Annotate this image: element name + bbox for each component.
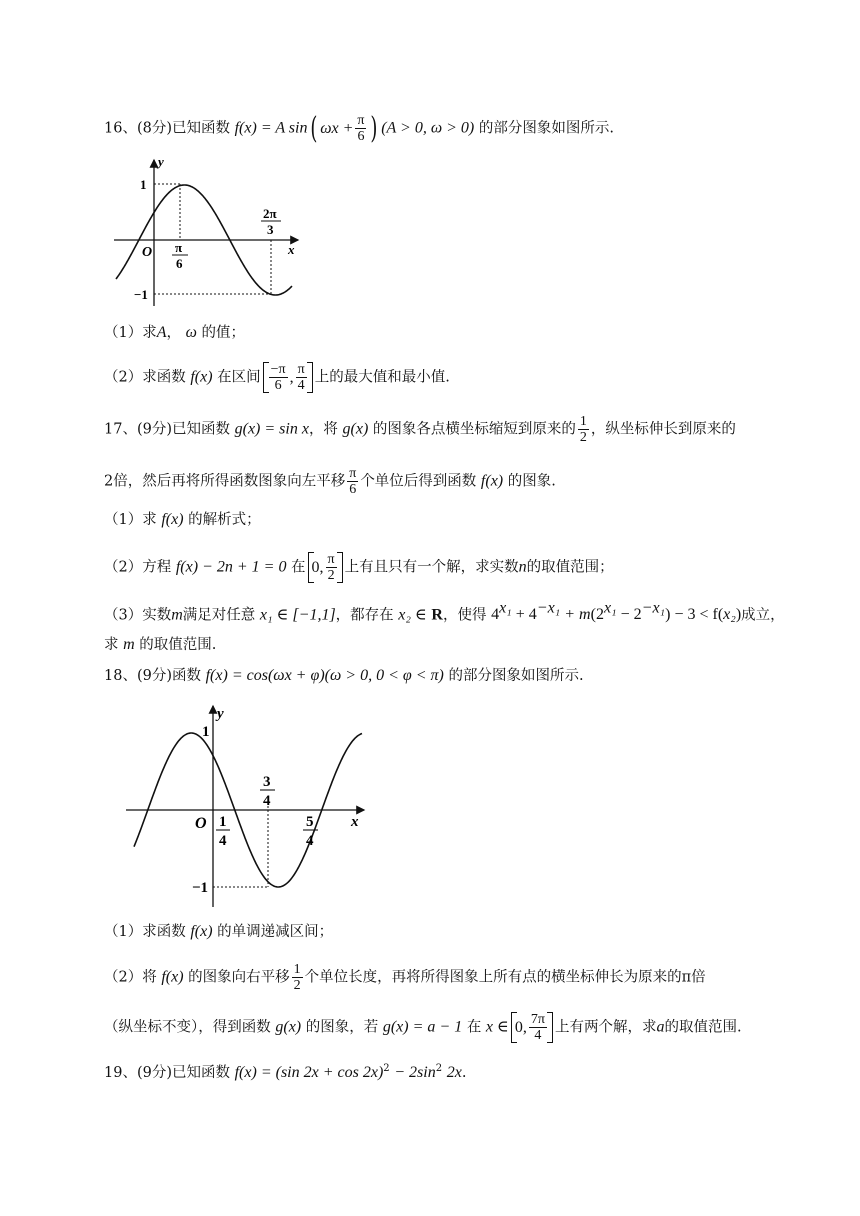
q17-inequality: $4^{x_1} + 4^{-x_1} + m(2^{x_1} - 2^{-x_1}) - 3 < f(x_2)$ (491, 600, 742, 624)
q16-label-2pi3-num: 2π (263, 206, 277, 221)
q18-y-label: y (217, 706, 224, 722)
q16-condition: (A > 0, ω > 0) (381, 119, 475, 137)
q16-label-neg-one: −1 (134, 287, 148, 302)
q16-graph (108, 154, 308, 314)
q18-interval: 0, $\frac{7\pi}{4}$ (511, 1012, 553, 1043)
q17-part3-line2: 求 m 的取值范围. (104, 636, 217, 653)
q16-pi-over-6: $\frac{\pi}{6}$ (357, 113, 365, 144)
q18-label-q1-num: 1 (219, 814, 227, 830)
q16-label-2pi3-den: 3 (267, 222, 274, 237)
q17-statement-line1: 17、(9分)已知函数 g(x) = sin x，将 g(x) 的图象各点横坐标缩短到原来的 $\frac{1}{2}$ ，纵坐标伸长到原来的 (104, 414, 736, 445)
q17-one-half: $\frac{1}{2}$ (579, 414, 587, 445)
q19-statement: 19、(9分)已知函数 f(x) = (sin $2x + \cos 2x)^2 - 2\sin^2$ 2x. (104, 1063, 467, 1081)
q17-part3: （3）实数m满足对任意 x₁ ∈ [−1,1]，都存在 x₂ ∈ R，使得 $4^{x_1} + 4^{-x_1} + m(2^{x_1} - 2^{-x_1}) - 3 < f(x_2)$成立， (104, 600, 785, 624)
q18-part2: （2）将 f(x) 的图象向右平移 $\frac{1}{2}$ 个单位长度，再将所得图象上所有点的横坐标伸长为原来的π倍 (104, 962, 706, 993)
q17-pi-over-6: $\frac{\pi}{6}$ (349, 466, 357, 497)
q16-label-pi6-den: 6 (176, 256, 183, 271)
q16-interval: $\frac{-\pi}{6}$ , $\frac{\pi}{4}$ (263, 362, 313, 393)
q16-statement: 16、(8分)已知函数 f(x) = A sin ( ωx + $\frac{\pi}{6}$ ) (A > 0, ω > 0) 的部分图象如图所示. (104, 110, 614, 146)
q16-x-label: x (288, 242, 295, 257)
q18-origin: O (195, 815, 207, 832)
q18-statement: 18、(9分)函数 f(x) = cos(ωx + φ)(ω > 0, 0 < φ < π) 的部分图象如图所示. (104, 667, 584, 684)
q18-label-q3-num: 3 (263, 774, 271, 790)
q16-part2: （2）求函数 f(x) 在区间 $\frac{-\pi}{6}$ , $\frac{\pi}{4}$ 上的最大值和最小值. (104, 362, 450, 393)
q16-label-pi6-num: π (175, 240, 183, 255)
q16-part1: （1）求A， ω 的值； (104, 324, 246, 341)
q18-graph (122, 702, 372, 917)
q18-part1: （1）求函数 f(x) 的单调递减区间； (104, 923, 334, 940)
q16-origin: O (142, 245, 153, 260)
q18-x-label: x (351, 814, 359, 830)
q16-y-label: y (158, 154, 164, 169)
q18-label-neg-one: −1 (192, 880, 209, 896)
q18-label-q5-num: 5 (306, 814, 314, 830)
q18-label-q3-den: 4 (263, 793, 271, 809)
q17-part2: （2）方程 f(x) − 2n + 1 = 0 在 0, $\frac{\pi}{2}$ 上有且只有一个解，求实数n的取值范围； (104, 552, 614, 583)
q18-label-q1-den: 4 (219, 833, 227, 849)
q17-interval: 0, $\frac{\pi}{2}$ (308, 552, 343, 583)
q17-statement-line2: 2倍，然后再将所得函数图象向左平移 $\frac{\pi}{6}$ 个单位后得到函数 f(x) 的图象. (104, 466, 556, 497)
q16-formula: f(x) = A sin (234, 119, 308, 137)
q16-label-one: 1 (140, 177, 147, 192)
q18-part2-line2: （纵坐标不变），得到函数 g(x) 的图象，若 g(x) = a − 1 在 x ∈ 0, $\frac{7\pi}{4}$ 上有两个解，求a的取值范围. (104, 1012, 742, 1043)
q18-label-q5-den: 4 (306, 833, 314, 849)
q17-part1: （1）求 f(x) 的解析式； (104, 511, 261, 528)
q18-one-half: $\frac{1}{2}$ (293, 962, 301, 993)
q18-label-one: 1 (202, 724, 210, 740)
